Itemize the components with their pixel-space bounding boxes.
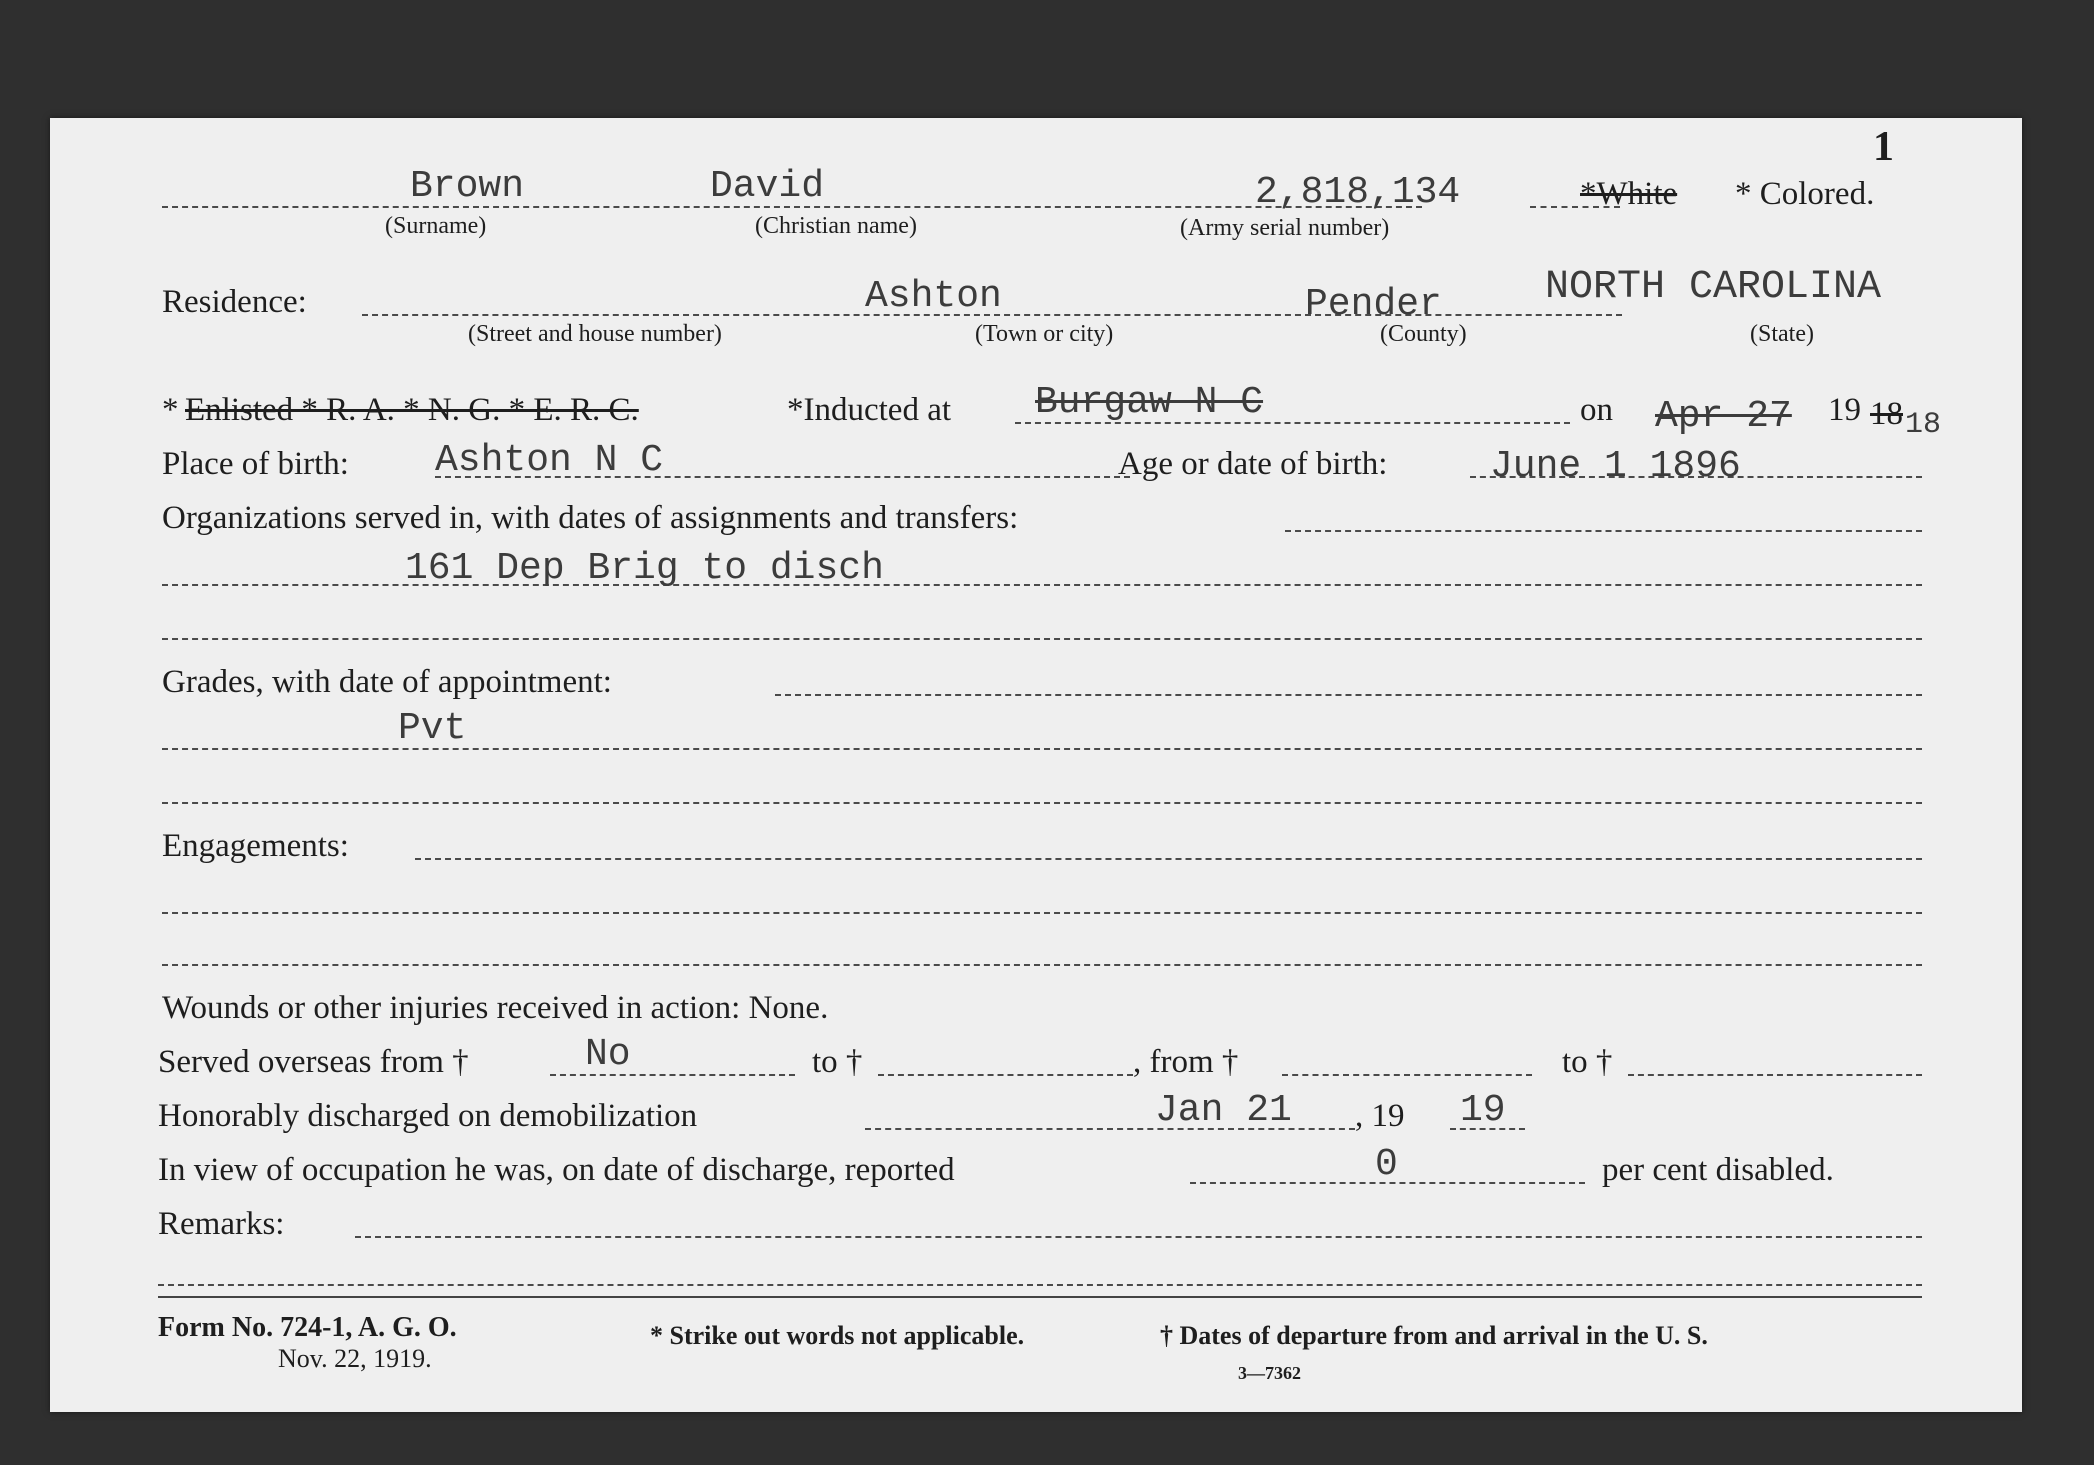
town-label: (Town or city) (975, 321, 1114, 347)
town-value: Ashton (865, 275, 1002, 318)
overseas-to2-line (1628, 1074, 1922, 1076)
overseas-to-line (878, 1074, 1133, 1076)
dates-note: † Dates of departure from and arrival in the U. S. (1160, 1321, 1708, 1350)
induction-date-value: Apr 27 (1655, 395, 1792, 438)
grades-line-1 (775, 694, 1922, 696)
inducted-at-value: Burgaw N C (1035, 381, 1264, 424)
state-value: NORTH CAROLINA (1545, 265, 1882, 310)
street-label: (Street and house number) (468, 321, 722, 347)
discharge-year-value: 19 (1460, 1089, 1506, 1132)
serial-number-value: 2,818,134 (1255, 171, 1461, 214)
race-white-struck: *White (1580, 176, 1678, 212)
strike-note: * Strike out words not applicable. (650, 1321, 1025, 1350)
christian-name-value: David (710, 165, 825, 208)
serial-number-label: (Army serial number) (1180, 215, 1390, 241)
christian-name-label: (Christian name) (755, 213, 917, 239)
organizations-value: 161 Dep Brig to disch (405, 547, 884, 590)
organizations-line-3 (162, 638, 1922, 640)
remarks-line-1 (355, 1236, 1922, 1238)
print-code: 3—7362 (1238, 1363, 1301, 1383)
discharge-date-value: Jan 21 (1155, 1089, 1292, 1132)
form-number: Form No. 724-1, A. G. O. (158, 1312, 457, 1343)
age-label: Age or date of birth: (1118, 446, 1388, 482)
engagements-line-2 (162, 912, 1922, 914)
grade-value: Pvt (398, 707, 467, 750)
county-label: (County) (1380, 321, 1467, 347)
disability-label: In view of occupation he was, on date of discharge, reported (158, 1152, 955, 1188)
place-of-birth-label: Place of birth: (162, 446, 349, 482)
enlist-star: * (162, 392, 179, 428)
county-value: Pender (1305, 283, 1442, 326)
overseas-to2-label: to † (1562, 1044, 1613, 1080)
residence-label: Residence: (162, 284, 307, 320)
state-label: (State) (1750, 321, 1814, 347)
year-printed-struck: 18 (1870, 396, 1903, 432)
overseas-from2-label: , from † (1133, 1044, 1239, 1080)
overseas-from-label: Served overseas from † (158, 1044, 469, 1080)
remarks-label: Remarks: (158, 1206, 285, 1242)
disability-suffix: per cent disabled. (1602, 1152, 1834, 1188)
engagements-line-1 (415, 858, 1922, 860)
engagements-line-3 (162, 964, 1922, 966)
year-prefix: 19 (1828, 392, 1861, 428)
organizations-label: Organizations served in, with dates of assignments and transfers: (162, 500, 1019, 536)
card-number: 1 (1873, 124, 1894, 170)
overseas-from2-line (1282, 1074, 1532, 1076)
discharge-year-prefix: , 19 (1355, 1098, 1405, 1134)
grades-label: Grades, with date of appointment: (162, 664, 612, 700)
birth-date-value: June 1 1896 (1490, 445, 1741, 488)
grades-line-3 (162, 802, 1922, 804)
remarks-line-2 (158, 1284, 1922, 1286)
disability-value: 0 (1375, 1143, 1398, 1186)
overseas-value: No (585, 1033, 631, 1076)
on-label: on (1580, 392, 1613, 428)
discharge-label: Honorably discharged on demobilization (158, 1098, 698, 1134)
footer-rule (158, 1296, 1922, 1298)
organizations-line-1 (1285, 530, 1922, 532)
service-record-card (50, 118, 2022, 1412)
surname-label: (Surname) (385, 213, 487, 239)
place-of-birth-value: Ashton N C (435, 439, 664, 482)
engagements-label: Engagements: (162, 828, 349, 864)
wounds-text: Wounds or other injuries received in action: None. (162, 990, 829, 1026)
race-colored: * Colored. (1735, 176, 1875, 212)
form-date: Nov. 22, 1919. (278, 1344, 432, 1373)
inducted-label: *Inducted at (787, 392, 952, 428)
enlistment-types-struck: Enlisted * R. A. * N. G. * E. R. C. (185, 392, 639, 428)
overseas-to-label: to † (812, 1044, 863, 1080)
surname-value: Brown (410, 165, 525, 208)
induction-year-value: 18 (1905, 408, 1942, 442)
